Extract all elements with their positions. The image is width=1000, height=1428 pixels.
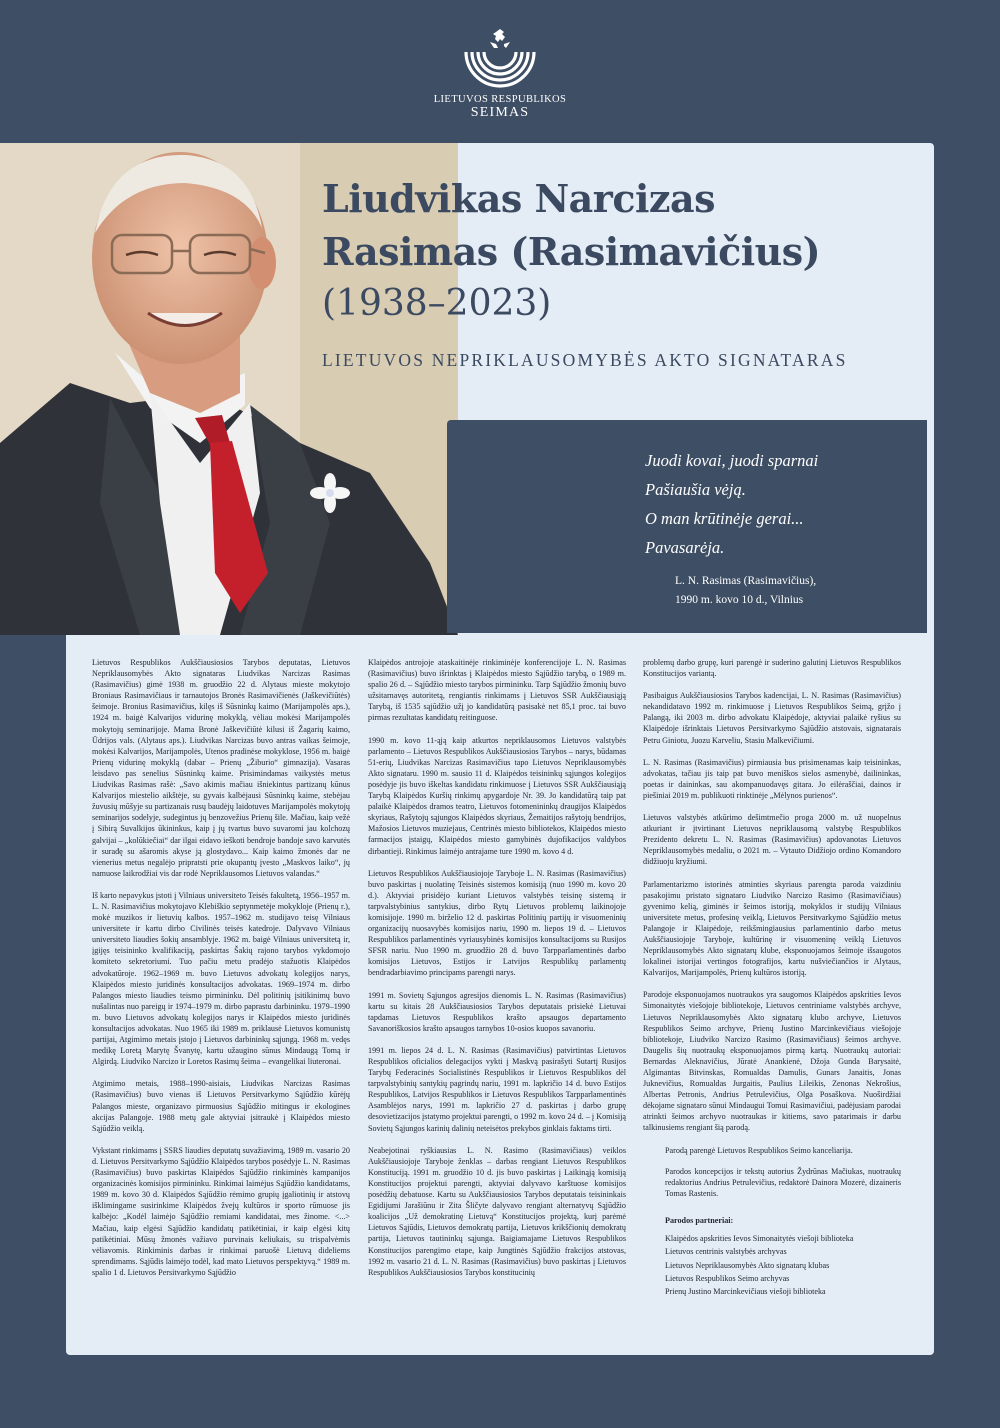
paragraph: Parodoje eksponuojamos nuotraukos yra saugomos Klaipėdos apskrities Ievos Simonaitytės viešojoje bibliotekoje, Lietuvos centriniame valstybės archyve, Lietuvos Nepriklausomybės Akto signatarų klubo archyve, Lietuvos Respublikos Seimo archyve, Prienų Justino Marcinkevičiaus viešojoje bibliotekoje, Liudviko Narcizo Rasimo (Rasimavičiaus) šeimos archyve. Daugelis šių nuotraukų eksponuojamos pirmą kartą. Nuotraukų autoriai: Bernardas Aleknavičius, Jūratė Anankienė, Džoja Gunda Barysaitė, Algimantas Bitvinskas, Romualdas Damulis, Gunars Janaitis, Jonas Juknevičius, Romualdas Jurgaitis, Paulius Lileikis, Zenonas Nekrošius, Albertas Petronis, Andrius Petrulevičius, Olga Posaškova. Nuoširdžiai dėkojame signataro sūnui Mindaugui Tomui Rasimavičiui, padėjusiam parodai atrinkti šeimos archyvo nuotraukas ir kitiems, savo patarimais ir darbu talkinusiems rengiant šią parodą.	[643, 990, 901, 1133]
paragraph: Pasibaigus Aukščiausiosios Tarybos kadencijai, L. N. Rasimas (Rasimavičius) nekandidatavo 1992 m. rinkimuose į Lietuvos Respublikos Seimą, grįžo į Palangą, iki 2003 m. dirbo advokatu Klaipėdoje, aktyviai palaikė ryšius su Klaipėdoje išrinktais Lietuvos Persitvarkymo Sąjūdžio atstovais, signatarais Petru Giniotu, Juozu Karveliu, Stasiu Malkevičiumi.	[643, 691, 901, 745]
paragraph: Neabejotinai ryškiausias L. N. Rasimo (Rasimavičiaus) veiklos Aukščiausiojoje Taryboje ženklas – darbas rengiant Lietuvos Respublikos Konstituciją. 1991 m. gruodžio 10 d. jis buvo paskirtas į Laikinąją komisiją Konstitucijos projektui parengti, aktyviai dalyvavo karštuose komisijos posėdžių debatuose. Kartu su Aukščiausiosios Tarybos deputatais teisininkais Egidijumi Jarašiūnu ir Zita Šličyte dalyvavo rengiant alternatyvų Sąjūdžio koalicijos „Už demokratinę Lietuvą“ Konstitucijos projektą, kurį parėmė Lietuvos Sąjūdis, Lietuvos demokratų partija, Lietuvos krikščionių demokratų partija, Lietuvos tautininkų sąjunga. Baigiamajame Lietuvos Respublikos Konstitucijos parengimo etape, kaip Jungtinės Sąjūdžio frakcijos atstovas, 1992 m. vasario 21 d. L. N. Rasimas (Rasimavičius) buvo paskirtas į Lietuvos Respublikos Aukščiausiosios Tarybos konstitucinių	[368, 1145, 626, 1277]
paragraph: 1991 m. Sovietų Sąjungos agresijos dienomis L. N. Rasimas (Rasimavičius) kartu su kitais 28 Aukščiausiosios Tarybos deputatais prisiekė Lietuvai tapdamas Lietuvos Respublikos krašto apsaugos departamento Savanoriškosios krašto apsaugos tarnybos 10-osios kuopos savanoriu.	[368, 990, 626, 1033]
paragraph: Lietuvos Respublikos Aukščiausiosios Tarybos deputatas, Lietuvos Nepriklausomybės Akto signataras Liudvikas Narcizas Rasimas (Rasimavičius) gimė 1938 m. gruodžio 22 d. Alytaus mieste mokytojo Broniaus Rasimavičiaus ir tarnautojos Bronės Rasimavičienės (Jaškevičiūtės) šeimoje. Bronius Rasimavičius, kilęs iš Sūsninkų kaimo (Marijampolės aps.), 1924 m. baigė Kalvarijos vidurinę mokyklą, vėliau mokėsi Marijampolės mokytojų seminarijoje. Mama Bronė Jaškevičiūtė kilusi iš Žagarių kaimo, Ūdrijos vals. (Alytaus aps.). Liudvikas Narcizas buvo antras vaikas šeimoje, mokėsi Kalvarijos, Marijampolės, Utenos pradinėse mokyklose, 1956 m. baigė Prienų vidurinę mokyklą (dabar – Prienų „Žiburio“ gimnazija). Vasaras leisdavo pas senelius Sūsninkų kaime. Prisimindamas vaikystės metus Liudvikas Rasimas rašė: „Savo akimis mačiau išniekintus partizanų kūnus Kalvarijos miestelio aikštėje, su gyvais kalbėjausi Sūsninkų kaime, stebėjau žuvusių mūšyje su partizanais rusų baudėjų laidotuves Marijampolės mokytojų seminarijos sodelyje, sudegintus jų benzovežius Prienų šile. Mačiau, kaip vežė į Sibirą Suvalkijos ūkininkus, kaip į jų tvartus buvo suvaromi jau kolchozų galvijai – „kolūkiečiai“ dar ilgai eidavo ieškoti bendroje bandoje savo karvutės ir surađę su ašaromis akyse ją glostydavo... Kaip kaimo žmonės dar ne vienerius metus negalėjo pripratsti prie okupantų įvesto „Maskvos laiko“, jų namuose laikrodžiai vis dar rodė Nepriklausomos Lietuvos valandas.“	[92, 658, 350, 878]
seimas-logo	[0, 28, 1000, 121]
text-column-1	[92, 657, 350, 1289]
partner-item: Lietuvos centrinis valstybės archyvas	[665, 1247, 787, 1257]
quote-line: Pašiaušia vėją.	[645, 480, 746, 499]
quote-lines	[645, 446, 818, 562]
paragraph: L. N. Rasimas (Rasimavičius) pirmiausia bus prisimenamas kaip teisininkas, advokatas, tačiau jis taip pat buvo meniškos sielos asmenybė, dailininkas, poetas ir daininkas, sau akompanuodavęs gitara. Jo eilėraščiai, dainos ir piešiniai 2019 m. publikuoti rinktinėje „Mėlynos purienos“.	[643, 757, 901, 800]
attribution-line-1: L. N. Rasimas (Rasimavičius),	[675, 575, 817, 587]
paragraph: Lietuvos Respublikos Aukščiausiojoje Taryboje L. N. Rasimas (Rasimavičius) buvo paskirtas į nuolatinę Teisinės sistemos komisiją (nuo 1990 m. kovo 20 d.). Aktyviai prisidėjo kuriant Lietuvos valstybės teisinę sistemą ir tarpvalstybinius santykius, dirbo Rytų Lietuvos problemų laikinojoje komisijoje. 1990 m. birželio 12 d. paskirtas Politinių partijų ir visuomeninių organizacijų nuosavybės komisijos nariu, 1990 m. liepos 19 d. – Lietuvos Respublikos parlamentinės vyriausybinės komisijos konsultacijoms su Rusijos SFSR nariu. Nuo 1990 m. gruodžio 28 d. buvo Tarpparlamentinės darbo komisijos Lietuvos, Estijos ir Latvijos Respublikų parlamentų bendradarbiavimo principams parengti narys.	[368, 868, 626, 978]
partner-item: Klaipėdos apskrities Ievos Simonaitytės viešoji biblioteka	[665, 1234, 854, 1244]
paragraph: Parlamentarizmo istorinės atminties skyriaus parengta paroda vaizdiniu pasakojimu pristato signataro Liudviko Narcizo Rasimo (Rasimavičiaus) gyvenimo kelią, giminės ir šeimos istoriją, mokyklos ir studijų Vilniaus universitete metus, profesinę veiklą, Lietuvos Persitvarkymo Sąjūdžio metus Palangoje ir Klaipėdoje, reikšmingiausius parlamentinio darbo metus Aukščiausiojoje Taryboje, kultūrinę ir visuomeninę veiklą Lietuvos Nepriklausomybės Akto signatarų klube, eksponuojamos šeimoje išsaugotos lokalinei istorijai vertingos fotografijos, kartu nušviečiančios ir Alytaus, Kalvarijos, Marijampolės, Prienų kultūros istoriją.	[643, 879, 901, 978]
subtitle: LIETUVOS NEPRIKLAUSOMYBĖS AKTO SIGNATARAS	[322, 350, 848, 370]
paragraph: 1991 m. liepos 24 d. L. N. Rasimas (Rasimavičius) patvirtintas Lietuvos Respublikos oficialios delegacijos vykti į Maskvą pasirašyti Sutartį Rusijos Tarybų Federacinės Socialistinės Respublikos ir Lietuvos Respublikos dėl tarpvalstybinių santykių pagrindų nariu, 1991 m. lapkričio 14 d. buvo Estijos Respublikos, Latvijos Respublikos ir Lietuvos Respublikos Tarpparlamentinės Asamblėjos narys, 1991 m. lapkričio 27 d. paskirtas į darbo grupę desovietizacijos įstatymo projektui parengti, o 1992 m. kovo 24 d. – į Komisiją Sovietų Sąjungos karinių dalinių neteisėtos prekybos ginklais faktams tirti.	[368, 1045, 626, 1133]
org-line-2: SEIMAS	[470, 105, 530, 120]
quote-box	[447, 420, 927, 633]
name-line-1: Liudvikas Narcizas	[322, 176, 715, 221]
paragraph: Iš karto nepavykus įstoti į Vilniaus universiteto Teisės fakultetą, 1956–1957 m. L. N. Rasimavičius mokytojavo Klebiškio septynmetėje mokykloje (Prienų r.), mokė muzikos ir lietuvių kalbos. 1957–1962 m. studijavo teisę Vilniaus universitete ir kartu dirbo Civilinės teisės katedroje. Dalyvavo Vilniaus universiteto liaudies šokių ansamblyje. 1962 m. baigė Vilniaus universitetą ir, įgijęs teisininko kvalifikaciją, paskirtas Šakių rajono tarybos vykdomojo komiteto sekretoriumi. Tuo pačiu metu pradėjo stažuotis Klaipėdos advokatūroje. 1962–1969 m. buvo Lietuvos advokatų kolegijos narys, Klaipėdos miesto juridinės konsultacijos advokatas. 1969–1974 m. dirbo Palangos miesto liaudies teismo pirmininku. Dėl politinių įsitikinimų buvo nušalintas nuo pareigų ir 1974–1979 m. dirbo paprastu darbininku. 1979–1990 m. buvo Lietuvos advokatų kolegijos narys ir Klaipėdos miesto juridinės konsultacijos advokatas. Nuo 1965 iki 1989 m. priklausė Lietuvos komunistų partijai, Atgimimo metais įstojo į Lietuvos darbininkų sąjungą. 1968 m. vedęs medikę Loretą Marytę Švanytę, kartu užaugino sūnus Mindaugą Tomą ir Algirdą. Liudviko Narcizo ir Loretos Rasimų šeima – evangelikai liuteronai.	[92, 890, 350, 1067]
quote-line: Juodi kovai, juodi sparnai	[645, 451, 819, 470]
partners-title: Parodos partneriai:	[665, 1215, 734, 1225]
quote-line: Pavasarėja.	[645, 538, 725, 557]
paragraph: Atgimimo metais, 1988–1990-aisiais, Liudvikas Narcizas Rasimas (Rasimavičius) buvo vienas iš Lietuvos Persitvarkymo Sąjūdžio kūrėjų Palangos mieste, organizavo pirmuosius Sąjūdžio mitingus ir ekologines akcijas Palangoje. 1988 metų gale aktyviai įsitraukė į Klaipėdos miesto Sąjūdžio veiklą.	[92, 1079, 350, 1133]
paragraph: 1990 m. kovo 11-ąją kaip atkurtos nepriklausomos Lietuvos valstybės parlamento – Lietuvos Respublikos Aukščiausiosios Tarybos – narys, būdamas 51-erių, Liudvikas Narcizas Rasimavičius tapo Lietuvos Nepriklausomybės Akto signataru. 1990 m. sausio 11 d. Klaipėdos teisininkų sąjungos kolegijos posėdyje jis buvo iškeltas kandidatu rinkimuose į Lietuvos SSR Aukščiausiąją Tarybą Klaipėdos Kuršių rinkimų apygardoje Nr. 39. Jo kandidatūrą taip pat palaikė Klaipėdos dramos teatro, Lietuvos fotomenininkų draugijos Klaipėdos skyriaus, Rašytojų sąjungos Klaipėdos skyriaus, Žemaitijos rašytojų bendrijos, Mažosios Lietuvos muziejaus, Centrinės miesto bibliotekos, Klaipėdos miesto farmacijos įstaigų, Klaipėdos miesto gamybinės dujofikacijos valdybos dirbantieji. Rinkimus laimėjo antrajame ture 1990 m. kovo 4 d.	[368, 735, 626, 856]
name-line-2: Rasimas (Rasimavičius)	[322, 229, 821, 274]
partner-item: Lietuvos Respublikos Seimo archyvas	[665, 1273, 790, 1283]
text-column-2	[368, 657, 626, 1289]
quote-attribution	[675, 572, 816, 610]
quote-line: O man krūtinėje gerai...	[645, 509, 804, 528]
paragraph: problemų darbo grupę, kuri parengė ir suderino galutinį Lietuvos Respublikos Konstitucijos variantą.	[643, 658, 901, 679]
partner-item: Lietuvos Nepriklausomybės Akto signatarų klubas	[665, 1260, 830, 1270]
credit-line: Parodos koncepcijos ir tekstų autorius Žydrūnas Mačiukas, nuotraukų redaktorius Andrius Petrulevičius, redaktorė Dainora Mozerė, dizaineris Tomas Rastenis.	[665, 1166, 901, 1198]
paragraph: Vykstant rinkimams į SSRS liaudies deputatų suvažiavimą, 1989 m. vasario 20 d. Lietuvos Persitvarkymo Sąjūdžio Klaipėdos tarybos posėdyje L. N. Rasimas (Rasimavičius) buvo paskirtas Klaipėdos Sąjūdžio rinkiminės kampanijos organizacinės komisijos pirmininku. Rinkimai laimėjus Sąjūdžio kandidatams, 1989 m. kovo 30 d. Klaipėdos Sąjūdžio rėmimo grupių įgaliotinių ir atstovų išklimingame susirinkime Klaipėdos žvejų kultūros ir sporto rūmuose jis kalbėjo: „Kodėl laimėjo Sąjūdžio remiami kandidatai, mes žinome. <...> Mačiau, kaip elgėsi Sąjūdžio kandidatų patikėtiniai, ir kaip elgėsi kitų patikėtiniai. Mūsų žmonės važiavo purvinais keliukais, su trispalvėmis vėliavomis. Rinkiminis darbas ir rinkimai paruošė Lietuvą dideliems sprendimams. Sąjūdis laimėjo todėl, kad mato Lietuvos perspektyvą.“ 1989 m. spalio 1 d. Lietuvos Persitvarkymo Sąjūdžio	[92, 1145, 350, 1277]
attribution-line-2: 1990 m. kovo 10 d., Vilnius	[675, 594, 804, 606]
paragraph: Klaipėdos antrojoje ataskaitinėje rinkiminėje konferencijoje L. N. Rasimas (Rasimavičius) buvo išrinktas į Klaipėdos miesto Sąjūdžio tarybą, o 1989 m. spalio 26 d. – Sąjūdžio miesto tarybos pirmininku. Tarp Sąjūdžio žmonių buvo užsitarnavęs autoritetą, rengiantis rinkimams į Lietuvos SSR Aukščiausiąją Tarybą, iš 1535 sąjūdžio užį jo kandidatūrą pasisakė net 85,1 proc. tai buvo pirmas rezultatas kandidatų reitinguose.	[368, 658, 626, 723]
credits	[643, 1145, 901, 1199]
org-line-1: LIETUVOS RESPUBLIKOS	[433, 94, 567, 105]
partners-list	[643, 1232, 901, 1298]
life-years: (1938–2023)	[322, 283, 552, 324]
paragraph: Lietuvos valstybės atkūrimo dešimtmečio proga 2000 m. už nuopelnus atkuriant ir įtvirtinant Lietuvos nepriklausomą valstybę Respublikos Prezidento dekretu L. N. Rasimas (Rasimavičius) apdovanotas Lietuvos Nepriklausomybės medaliu, o 2021 m. – Vytauto Didžiojo ordino Komandoro didžiuoju kryžiumi.	[643, 813, 901, 867]
credit-line: Parodą parengė Lietuvos Respublikos Seimo kanceliarija.	[665, 1145, 853, 1155]
seimas-emblem-icon	[460, 28, 540, 92]
title-block	[322, 172, 922, 371]
partner-item: Prienų Justino Marcinkevičiaus viešoji biblioteka	[665, 1287, 826, 1297]
text-column-3	[643, 657, 901, 1299]
